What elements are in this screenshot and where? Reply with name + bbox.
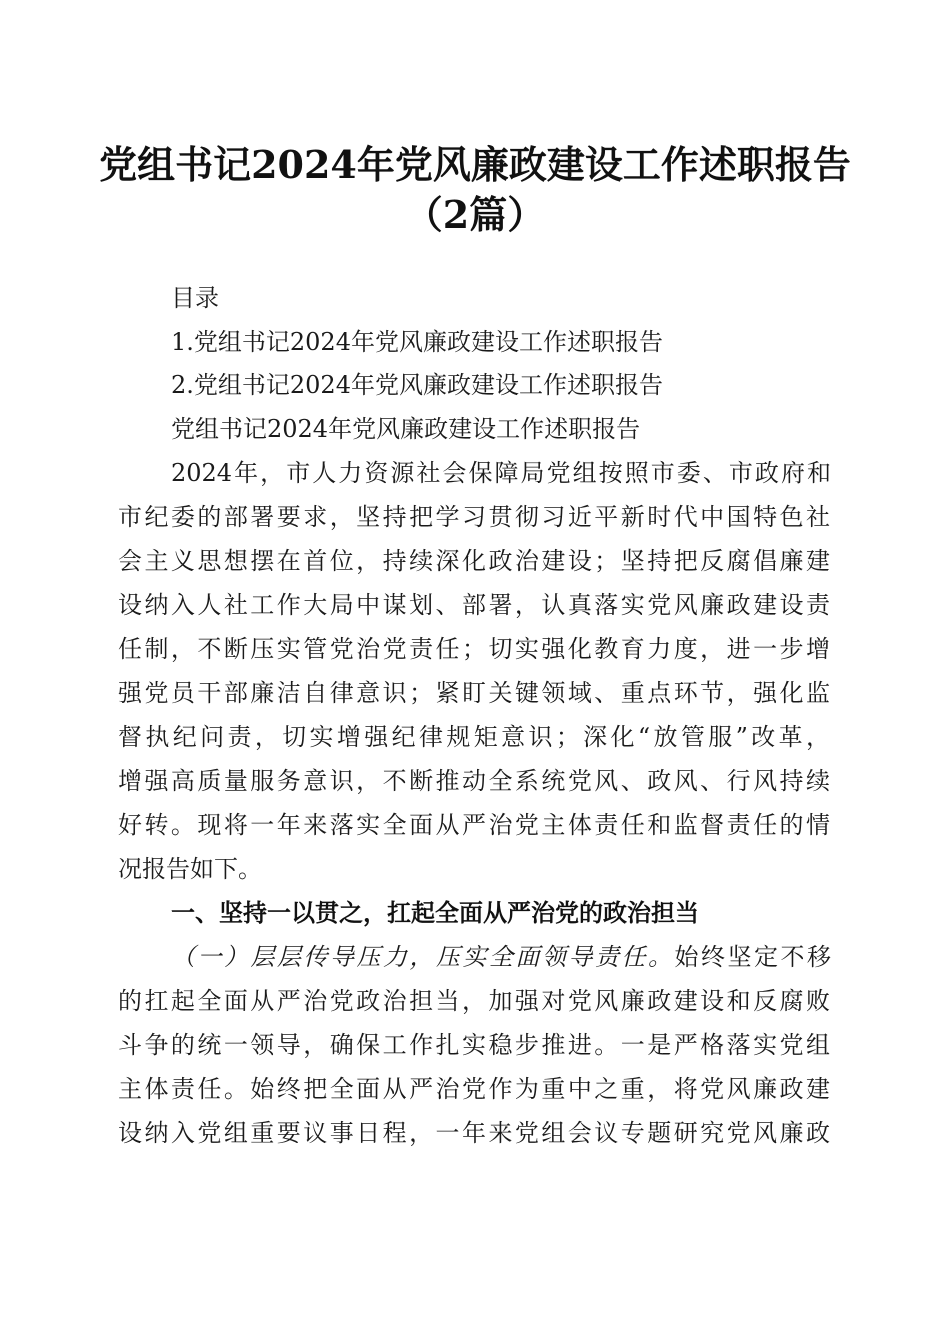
document-title-line1: 党组书记2024年党风廉政建设工作述职报告	[99, 142, 851, 187]
subsection-text: 始终坚定不移	[674, 943, 831, 971]
paragraph-line: 督执纪问责，切实增强纪律规矩意识；深化“放管服”改革，	[118, 723, 830, 751]
document-title-line2: （2篇）	[404, 192, 546, 237]
subsection-line	[171, 942, 831, 972]
paragraph-line: 会主义思想摆在首位，持续深化政治建设；坚持把反腐倡廉建	[118, 547, 830, 575]
paragraph-line: 设纳入党组重要议事日程，一年来党组会议专题研究党风廉政	[118, 1119, 830, 1147]
paragraph-line: 主体责任。始终把全面从严治党作为重中之重，将党风廉政建	[118, 1075, 830, 1103]
paragraph-line: 增强高质量服务意识，不断推动全系统党风、政风、行风持续	[118, 767, 830, 795]
section-title: 党组书记2024年党风廉政建设工作述职报告	[171, 415, 641, 443]
paragraph-line: 况报告如下。	[118, 855, 262, 883]
paragraph-line: 市纪委的部署要求，坚持把学习贯彻习近平新时代中国特色社	[118, 503, 830, 531]
toc-item-2: 2.党组书记2024年党风廉政建设工作述职报告	[171, 371, 663, 399]
toc-label: 目录	[171, 284, 219, 312]
paragraph-line: 强党员干部廉洁自律意识；紧盯关键领域、重点环节，强化监	[118, 679, 830, 707]
section-heading-1: 一、坚持一以贯之，扛起全面从严治党的政治担当	[171, 899, 699, 927]
paragraph-line: 设纳入人社工作大局中谋划、部署，认真落实党风廉政建设责	[118, 591, 830, 619]
paragraph-line: 2024年，市人力资源社会保障局党组按照市委、市政府和	[171, 459, 831, 487]
toc-item-1: 1.党组书记2024年党风廉政建设工作述职报告	[171, 328, 663, 356]
subsection-heading: （一）层层传导压力，压实全面领导责任。	[171, 943, 675, 971]
paragraph-line: 斗争的统一领导，确保工作扎实稳步推进。一是严格落实党组	[118, 1031, 830, 1059]
paragraph-line: 的扛起全面从严治党政治担当，加强对党风廉政建设和反腐败	[118, 987, 830, 1015]
paragraph-line: 任制，不断压实管党治党责任；切实强化教育力度，进一步增	[118, 635, 830, 663]
paragraph-line: 好转。现将一年来落实全面从严治党主体责任和监督责任的情	[118, 811, 830, 839]
